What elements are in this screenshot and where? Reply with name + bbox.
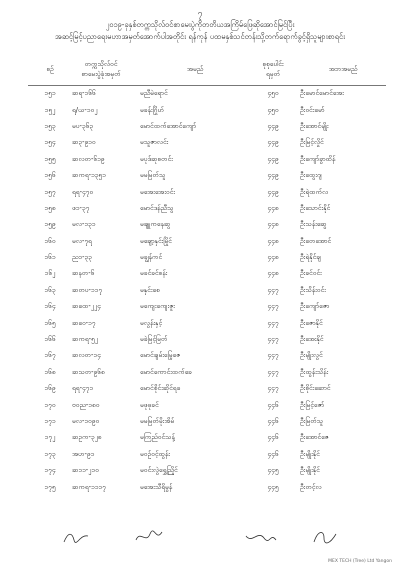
page-number: ၇: [197, 9, 203, 19]
cell-code: မလ-၁၀၉၀: [72, 417, 100, 425]
cell-name: မောင်ကောင်းထက်ခေ: [140, 367, 192, 376]
cell-name: မချူကနေဆွ: [140, 220, 171, 229]
signature-row: [28, 526, 372, 550]
cell-code: အဟ-၉၁: [72, 449, 95, 458]
cell-name: မပုဒ်ဆုစတင်း: [140, 154, 173, 163]
header-no: စဉ်: [28, 52, 72, 86]
cell-code: ဗ၀ည-၁၈၀: [72, 400, 100, 409]
cell-name: မခန်းဂြိုဟ်: [140, 105, 164, 114]
cell-no: ၁၇၅: [44, 482, 56, 491]
cell-father: ဦးရဲထက်လ: [300, 187, 329, 196]
cell-code: ဆကရ-၅၂: [72, 335, 98, 344]
table-header: [28, 52, 386, 86]
cell-no: ၁၆၇: [44, 351, 56, 360]
cell-code: ဆနတ-၆: [72, 269, 95, 278]
cell-no: ၁၆၅: [44, 318, 56, 327]
cell-father: ဦးတေအောင်: [300, 236, 332, 245]
cell-code: ဆဝေ-၁၇: [72, 318, 96, 327]
cell-father: ဦးအောင်ဇေ: [300, 433, 329, 442]
cell-total: ၄၄၉: [267, 121, 279, 130]
cell-total: ၄၅၀: [267, 89, 279, 98]
cell-name: မလွန်းနှင့်: [140, 318, 163, 327]
cell-no: ၁၆၁: [44, 253, 56, 262]
cell-total: ၄၄၆: [267, 400, 279, 409]
cell-name: မ၀ဉ်ဝင့်ထွန်း: [140, 449, 170, 458]
cell-no: ၁၆၉: [44, 384, 56, 393]
table-row: [28, 250, 386, 266]
header-code: တက္ကသိုလ်ဝင် စာမေးပွဲခုံအမှတ်: [72, 52, 130, 86]
cell-no: ၁၅၇: [44, 187, 56, 196]
cell-code: ရ/ယ-၁၀၂: [72, 105, 98, 114]
cell-name: မောင်ဒန်ညီသွ: [140, 203, 174, 212]
table-row: [28, 479, 386, 495]
cell-code: ဆကရ-၁၃၅၁: [72, 171, 106, 180]
cell-total: ၄၄၉: [267, 154, 279, 163]
cell-code: ရရ-၄၇၁: [72, 384, 94, 393]
cell-father: ဦးသိန်းဝင်း: [300, 285, 326, 294]
cell-no: ၁၆၈: [44, 367, 56, 376]
cell-total: ၄၄၇: [267, 302, 279, 311]
cell-total: ၄၅၀: [267, 105, 279, 114]
cell-total: ၄၄၈: [267, 220, 279, 229]
cell-father: ဦးမျိုးနိုင်: [300, 449, 320, 458]
cell-total: ၄၄၇: [267, 384, 279, 393]
cell-code: ဆ၁၁-၂၁၀: [72, 466, 99, 475]
cell-no: ၁၆၆: [44, 335, 56, 344]
cell-no: ၁၇၃: [44, 449, 56, 458]
cell-father: ဦးသောင်းနိုင်: [300, 203, 331, 212]
signature-2: [128, 526, 168, 548]
cell-no: ၁၅၂: [44, 105, 56, 114]
cell-father: ဦးထွန်းသိန်း: [300, 367, 329, 376]
cell-no: ၁၆၃: [44, 285, 56, 294]
cell-name: မဖုဖုခင်: [140, 400, 159, 409]
cell-total: ၄၄၇: [267, 367, 279, 376]
cell-code: ဆလတ-၆၁၉: [72, 154, 105, 163]
cell-code: မလ-၇ရ: [72, 236, 92, 245]
cell-no: ၁၇၀: [44, 400, 56, 409]
table-row: [28, 299, 386, 315]
cell-father: ဦးရဲနိုင်ချ: [300, 253, 321, 262]
table-row: [28, 365, 386, 381]
signature-1: [58, 526, 98, 548]
cell-no: ၁၅၈: [44, 203, 56, 212]
cell-total: ၄၄၈: [267, 203, 279, 212]
cell-name: မောင်ထက်အောင်ကျော်: [140, 121, 197, 130]
cell-no: ၁၅၄: [44, 138, 56, 147]
cell-name: မချော့နှင်းမြိုင်: [140, 236, 172, 245]
cell-father: ဦးဇောနိုင်: [300, 318, 323, 327]
table-row: [28, 119, 386, 135]
cell-no: ၁၇၂: [44, 433, 56, 442]
cell-total: ၄၄၈: [267, 253, 279, 262]
cell-total: ၄၄၈: [267, 269, 279, 278]
table-row: [28, 234, 386, 250]
cell-father: ဦးစိုင်းဆောင်: [300, 384, 331, 393]
signature-4: [304, 526, 344, 548]
cell-code: ရရ-၄၇၀: [72, 187, 94, 196]
cell-name: မနှင်းစေ: [140, 285, 160, 294]
table-row: [28, 381, 386, 397]
header-name: အမည်: [130, 52, 250, 86]
cell-name: မကျေးကျေးဇူး: [140, 302, 175, 311]
cell-father: ဦးအောင်မျိုး: [300, 121, 329, 130]
cell-code: ဆရ-၁၆၆: [72, 89, 96, 98]
cell-father: ဦးတင့်လ: [300, 482, 322, 491]
table-row: [28, 283, 386, 299]
cell-no: ၁၅၃: [44, 121, 56, 130]
cell-father: ဦးမျိုးလွင်: [300, 351, 323, 360]
footer-tag: MEX TECH (Tree) Ltd Yangon: [328, 559, 392, 564]
table-body: [28, 86, 386, 496]
table-row: [28, 168, 386, 184]
cell-code: ဆသတ-၉၆၈: [72, 367, 105, 376]
cell-total: ၄၄၇: [267, 285, 279, 294]
cell-name: မမမြတ်သူ: [140, 171, 166, 180]
header-father: အဘအမည်: [296, 52, 386, 86]
header-row: [28, 52, 386, 86]
cell-no: ၁၅၅: [44, 154, 56, 163]
cell-code: မလ-၁၃၁: [72, 220, 96, 229]
table-row: [28, 217, 386, 233]
cell-father: ဦးမောင်မောင်အေး: [300, 89, 344, 98]
table-row: [28, 348, 386, 364]
table-row: [28, 332, 386, 348]
cell-no: ၁၆၀: [44, 236, 56, 245]
cell-total: ၄၄၇: [267, 351, 279, 360]
cell-code: မပ-၃၆၃: [72, 121, 94, 130]
cell-father: ဦးသန်းဆွေ: [300, 220, 327, 229]
table-row: [28, 201, 386, 217]
cell-total: ၄၄၅: [267, 466, 279, 475]
cell-no: ၁၆၄: [44, 302, 56, 311]
cell-no: ၁၇၄: [44, 466, 56, 475]
cell-father: ဦးကျော်ဇော: [300, 302, 330, 311]
cell-code: ဆကရ-၁၁၁၇: [72, 482, 106, 491]
cell-father: ဦးကျော်ခွာထိန်: [300, 154, 336, 163]
cell-no: ၁၅၉: [44, 220, 56, 229]
cell-name: မအေးသီရိမွန်: [140, 482, 173, 491]
cell-father: ဦးမျိုးနိုင်: [300, 466, 320, 475]
results-table: [28, 52, 386, 496]
cell-code: ဆလတ-၁၄: [72, 351, 101, 360]
cell-father: ဦးထွေးဂျ: [300, 171, 322, 180]
cell-father: ဦးအေးနိုင်: [300, 335, 324, 344]
table-row: [28, 86, 386, 103]
cell-code: ဆထေ-၂၂၄: [72, 302, 101, 311]
cell-total: ၄၄၉: [267, 138, 279, 147]
cell-code: ည၁-၃၃: [72, 253, 92, 262]
cell-father: ဦးမြင့်ဇော်: [300, 400, 325, 409]
cell-total: ၄၄၈: [267, 236, 279, 245]
cell-name: မချွန်ကင်: [140, 253, 163, 262]
table-row: [28, 430, 386, 446]
cell-code: ဆ၃-၉၁၀: [72, 138, 96, 147]
cell-name: မမမြတ်မိုးအိမ်: [140, 417, 175, 425]
cell-total: ၄၄၇: [267, 318, 279, 327]
heading-line-2: အဆင့်မြင့်ပညာရေးမဟာအမှတ်အောက်ပါအတိုင်း ရန်ကုန် ပထမနှစ်သင်တန်းသို့တက်ရောက်ခွင့်ရှိသူများစာရင်း: [54, 32, 346, 41]
signature-3: [240, 526, 280, 548]
cell-name: မ၀င်းလွဲရွှေညြိုင်: [140, 466, 178, 475]
cell-father: ဦးဝင်းမော်: [300, 105, 325, 114]
cell-name: မောင်စိုင်းဆိုင်ရခ: [140, 384, 181, 393]
table-row: [28, 397, 386, 413]
cell-total: ၄၄၉: [267, 171, 279, 180]
heading-line-1: ၂၀၁၉-ခုနှစ်တက္ကသိုလ်ဝင်စာမေးပွဲကိုတတိယအကြိမ်ဖြေဆိုအောင်မြင်ပြီး: [105, 20, 295, 29]
table-row: [28, 447, 386, 463]
table-row: [28, 315, 386, 331]
cell-total: ၄၄၆: [267, 449, 279, 458]
cell-total: ၄၄၆: [267, 433, 279, 442]
cell-total: ၄၄၅: [267, 482, 279, 491]
cell-total: ၄၄၆: [267, 417, 279, 425]
cell-no: ၁၅၁: [44, 89, 56, 98]
cell-no: ၁၇၁: [44, 417, 56, 425]
table-row: [28, 266, 386, 282]
cell-father: ဦးမြတ်သူ: [300, 417, 324, 425]
cell-total: ၄၄၇: [267, 335, 279, 344]
cell-code: ဖ၁-၃၇: [72, 203, 90, 212]
cell-total: ၄၄၉: [267, 187, 279, 196]
table-row: [28, 414, 386, 430]
table-row: [28, 184, 386, 200]
table-row: [28, 152, 386, 168]
cell-name: မခင်ခင်စန်း: [140, 269, 168, 278]
cell-name: မခဲမြင့်မြတ်: [140, 335, 168, 344]
header-total: စုစုပေါင်း ရမှတ်: [250, 52, 296, 86]
cell-no: ၁၆၂: [44, 269, 56, 278]
table-row: [28, 135, 386, 151]
cell-father: ဦးခင်ဝင်း: [300, 269, 322, 278]
cell-father: ဦးမြင့်လှိုင်: [300, 138, 324, 147]
cell-code: ဆဥက-၃၂၈: [72, 433, 102, 442]
cell-name: မညီမဲရောင်: [140, 89, 168, 98]
cell-no: ၁၅၆: [44, 171, 56, 180]
cell-name: မသူဇာလင်း: [140, 138, 169, 147]
table-row: [28, 463, 386, 479]
cell-name: မောင်ချမ်းမြေ့ဇေ: [140, 351, 180, 360]
cell-name: မကြည်ဝင်သန့်: [140, 433, 175, 442]
cell-code: ဆတပ-၁၁၇: [72, 285, 103, 294]
document-heading: [30, 19, 370, 43]
table-row: [28, 102, 386, 118]
cell-name: မအေးအေးဝင်း: [140, 187, 175, 196]
